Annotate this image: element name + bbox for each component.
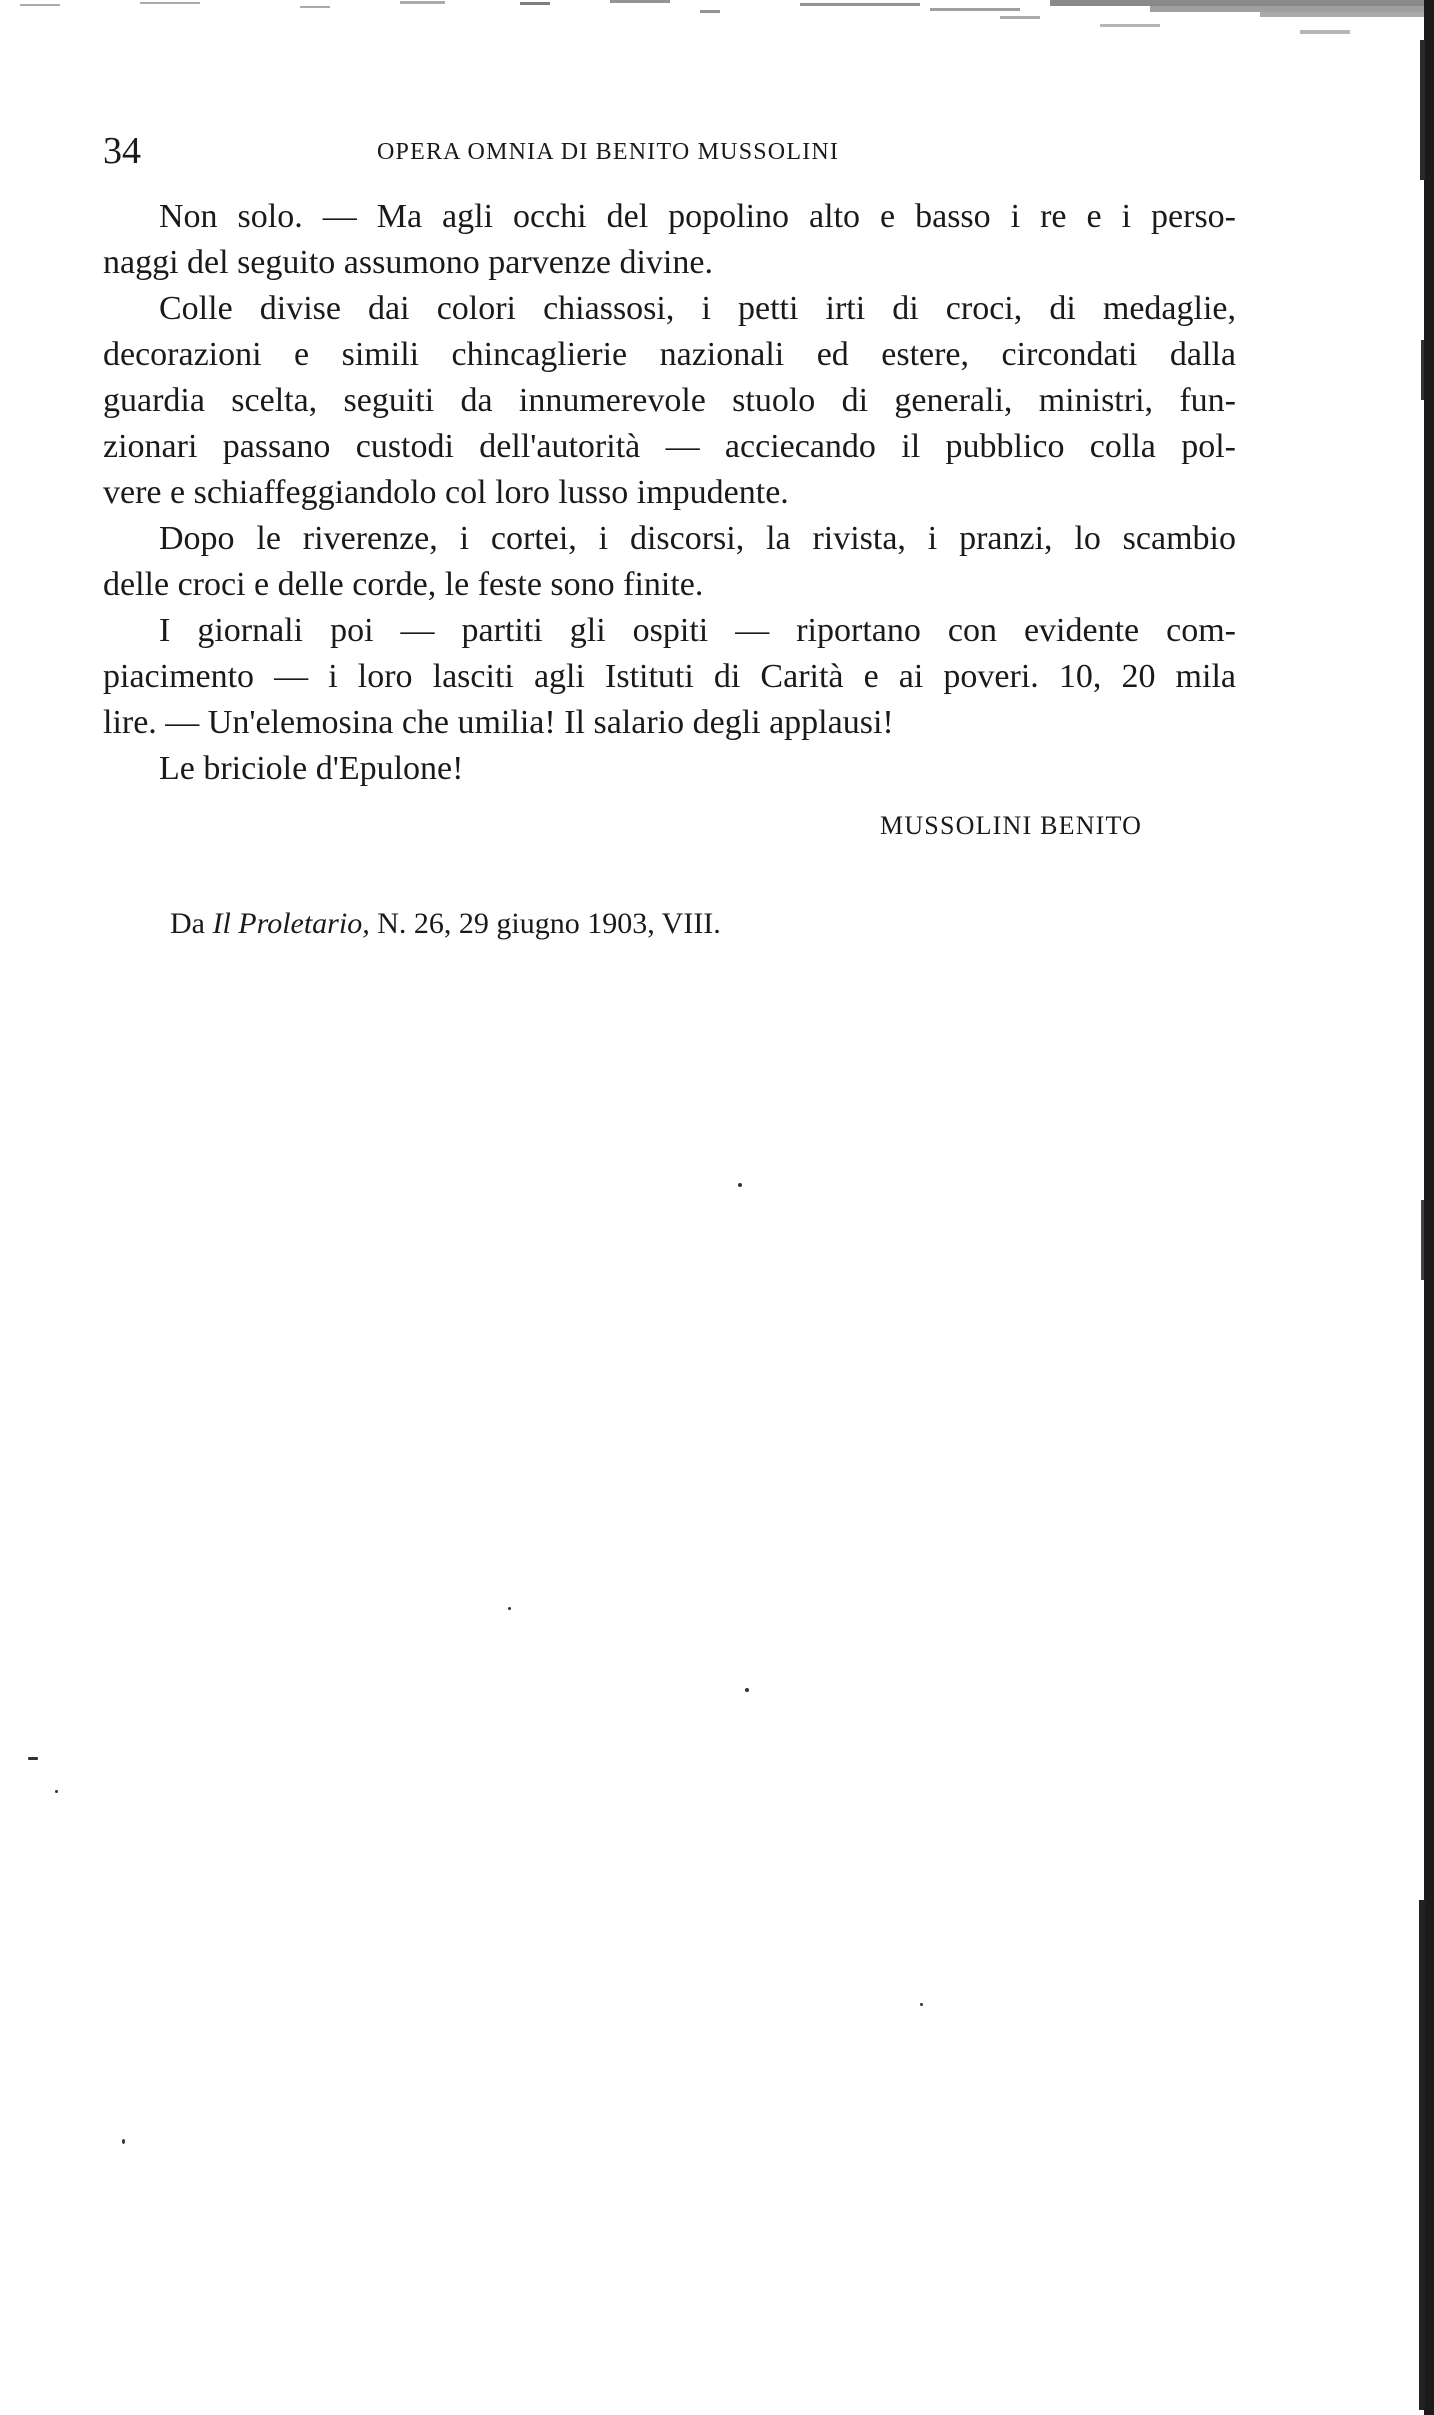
- scan-speck: [28, 1757, 38, 1760]
- text-line: guardia scelta, seguiti da innumerevole stuolo di generali, ministri, fun-: [103, 382, 1236, 419]
- scan-speck: [55, 1790, 58, 1793]
- scan-noise-top: [0, 0, 1434, 70]
- text-line: Le briciole d'Epulone!: [159, 750, 464, 787]
- text-line: Dopo le riverenze, i cortei, i discorsi, la rivista, i pranzi, lo scambio: [159, 520, 1236, 557]
- source-citation: [170, 902, 721, 946]
- source-journal: Il Proletario,: [212, 907, 370, 940]
- text-line: decorazioni e simili chincaglierie nazionali ed estere, circondati dalla: [103, 336, 1236, 373]
- binding-edge: [1410, 0, 1434, 2415]
- running-head: [103, 126, 1236, 176]
- text-line: delle croci e delle corde, le feste sono finite.: [103, 566, 704, 603]
- text-line: naggi del seguito assumono parvenze divine.: [103, 244, 713, 281]
- scan-speck: [920, 2003, 923, 2006]
- text-line: Non solo. — Ma agli occhi del popolino alto e basso i re e i perso-: [159, 198, 1236, 235]
- author-signature: MUSSOLINI BENITO: [880, 811, 1143, 840]
- scan-speck: [508, 1607, 511, 1610]
- scan-speck: [745, 1688, 749, 1692]
- page-number: 34: [103, 130, 141, 172]
- text-line: zionari passano custodi dell'autorità — acciecando il pubblico colla pol-: [103, 428, 1236, 465]
- scan-speck: [122, 2139, 125, 2144]
- running-title: OPERA OMNIA DI BENITO MUSSOLINI: [377, 139, 840, 165]
- source-details: N. 26, 29 giugno 1903, VIII.: [369, 907, 721, 940]
- text-line: I giornali poi — partiti gli ospiti — riportano con evidente com-: [159, 612, 1236, 649]
- text-line: vere e schiaffeggiandolo col loro lusso impudente.: [103, 474, 789, 511]
- source-prefix: Da: [170, 907, 213, 940]
- scan-speck: [738, 1183, 742, 1187]
- text-line: Colle divise dai colori chiassosi, i petti irti di croci, di medaglie,: [159, 290, 1236, 327]
- text-line: lire. — Un'elemosina che umilia! Il salario degli applausi!: [103, 704, 894, 741]
- article-body: [103, 194, 1236, 792]
- text-line: piacimento — i loro lasciti agli Istituti di Carità e ai poveri. 10, 20 mila: [103, 658, 1236, 695]
